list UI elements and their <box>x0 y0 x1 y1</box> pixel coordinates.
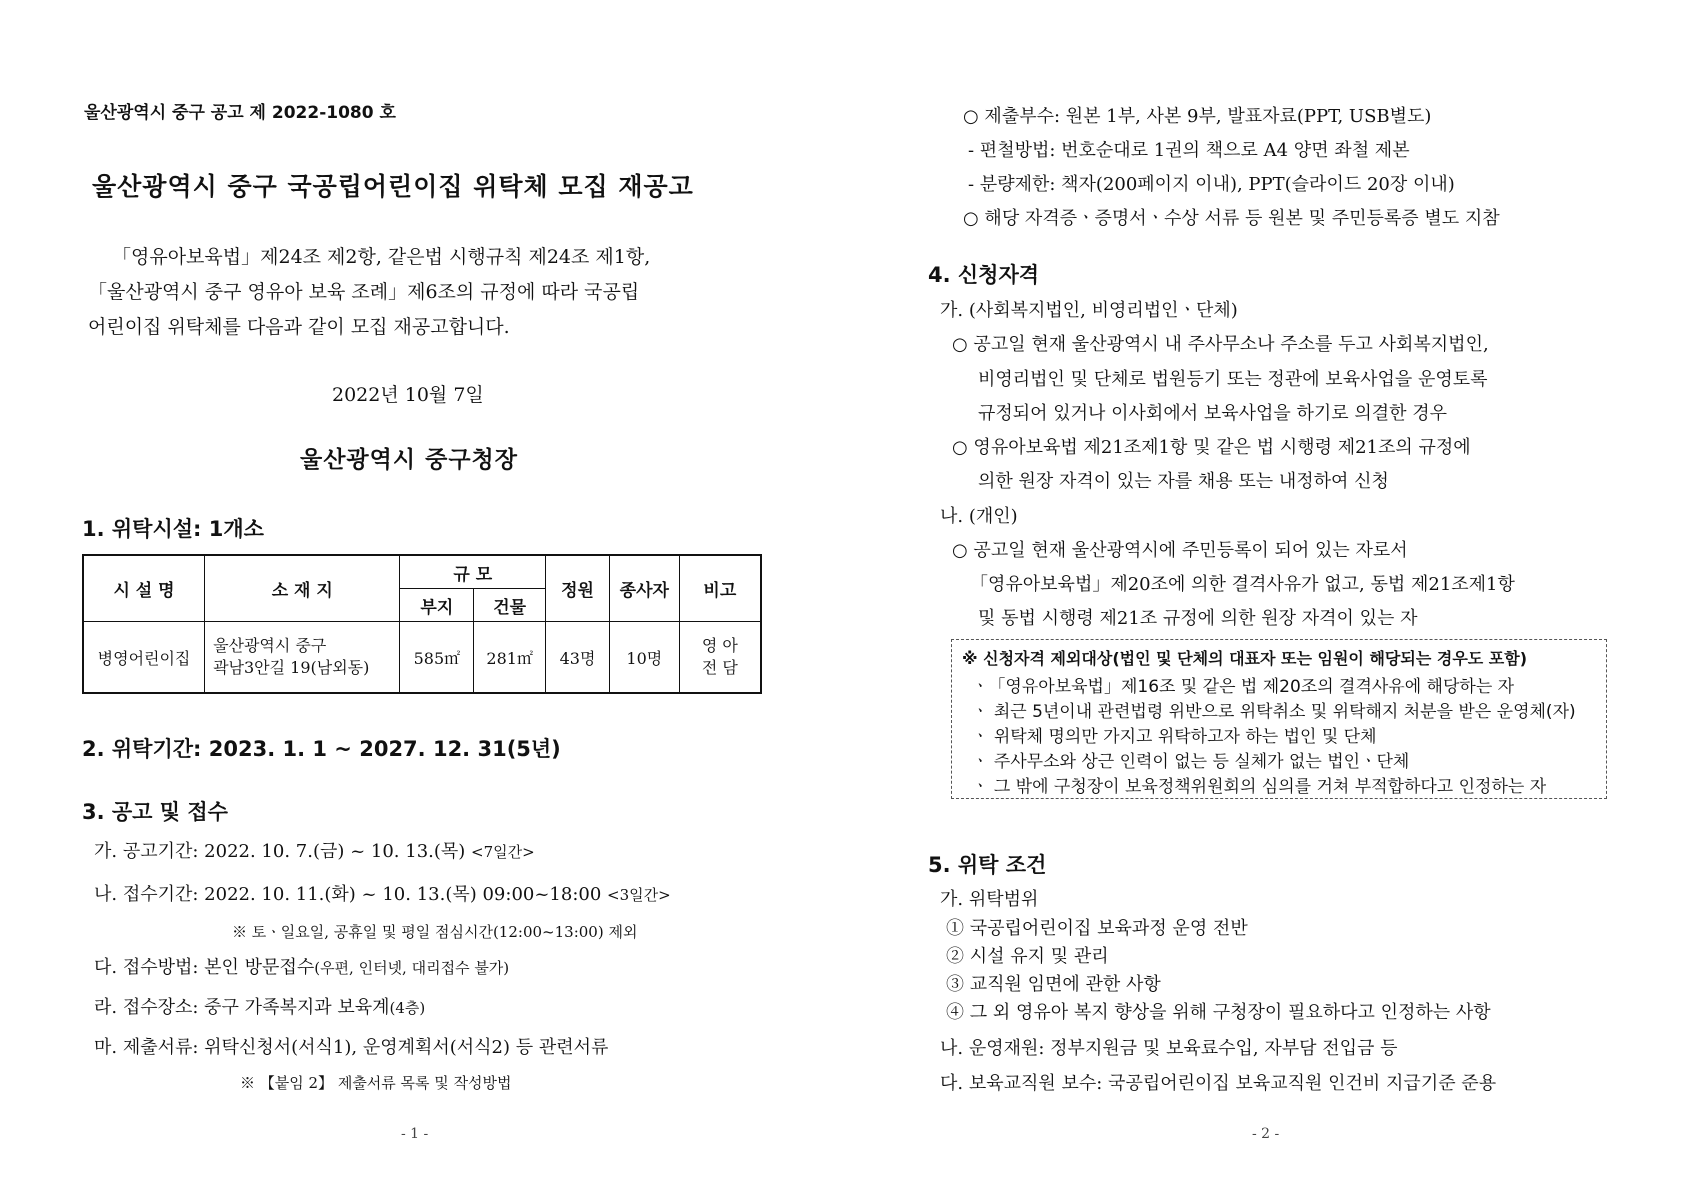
reception-place: 라. 접수장소: 중구 가족복지과 보육계(4층) <box>94 997 426 1018</box>
announcement-period: 가. 공고기간: 2022. 10. 7.(금) ~ 10. 13.(목) <7일간> <box>94 841 535 862</box>
eligibility-a-line-5: 의한 원장 자격이 있는 자를 채용 또는 내정하여 신청 <box>978 471 1389 492</box>
header-scale: 규 모 <box>400 555 546 589</box>
original-documents-note: ○ 해당 자격증ㆍ증명서ㆍ수상 서류 등 원본 및 주민등록증 별도 지참 <box>963 208 1500 229</box>
eligibility-a-line-1: ○ 공고일 현재 울산광역시 내 주사무소나 주소를 두고 사회복지법인, <box>952 334 1489 355</box>
cell-location <box>205 622 400 694</box>
eligibility-b-line-2: 「영유아보육법」제20조에 의한 결격사유가 없고, 동법 제21조제1항 <box>970 574 1515 595</box>
eligibility-group-b: 나. (개인) <box>940 506 1018 527</box>
preamble-line-2: 「울산광역시 중구 영유아 보육 조례」제6조의 규정에 따라 국공립 <box>88 281 640 303</box>
section-4-heading: 4. 신청자격 <box>928 263 1040 287</box>
page-number-1: - 1 - <box>401 1126 429 1142</box>
operating-funds: 나. 운영재원: 정부지원금 및 보육료수입, 자부담 전입금 등 <box>940 1038 1398 1059</box>
required-documents: 마. 제출서류: 위탁신청서(서식1), 운영계획서(서식2) 등 관련서류 <box>94 1037 609 1058</box>
header-staff: 종사자 <box>609 555 679 622</box>
exclusion-box <box>951 639 1607 799</box>
scope-item-3: ③ 교직원 임면에 관한 사항 <box>946 974 1161 995</box>
eligibility-a-line-4: ○ 영유아보육법 제21조제1항 및 같은 법 시행령 제21조의 규정에 <box>952 437 1471 458</box>
reception-period: 나. 접수기간: 2022. 10. 11.(화) ~ 10. 13.(목) 09:00~18:00 <3일간> <box>94 884 671 905</box>
section-5-heading: 5. 위탁 조건 <box>928 853 1047 877</box>
facility-table <box>82 554 762 694</box>
preamble-line-3: 어린이집 위탁체를 다음과 같이 모집 재공고합니다. <box>88 316 510 338</box>
header-note: 비고 <box>679 555 761 622</box>
cell-capacity: 43명 <box>546 622 610 694</box>
header-building: 건물 <box>474 589 546 622</box>
submission-copies: ○ 제출부수: 원본 1부, 사본 9부, 발표자료(PPT, USB별도) <box>963 106 1432 127</box>
binding-method: - 편철방법: 번호순대로 1권의 책으로 A4 양면 좌철 제본 <box>968 140 1410 161</box>
reception-exclusion-note: ※ 토ㆍ일요일, 공휴일 및 평일 점심시간(12:00~13:00) 제외 <box>232 923 638 941</box>
scope-item-4: ④ 그 외 영유아 복지 향상을 위해 구청장이 필요하다고 인정하는 사항 <box>946 1002 1491 1023</box>
exclusion-title: ※ 신청자격 제외대상(법인 및 단체의 대표자 또는 임원이 해당되는 경우도 포함) <box>962 649 1528 668</box>
location-line-1: 울산광역시 중구 <box>213 636 327 655</box>
eligibility-b-line-1: ○ 공고일 현재 울산광역시에 주민등록이 되어 있는 자로서 <box>952 540 1408 561</box>
cell-staff: 10명 <box>609 622 679 694</box>
header-capacity: 정원 <box>546 555 610 622</box>
section-3-heading: 3. 공고 및 접수 <box>82 800 228 824</box>
page-number-2: - 2 - <box>1252 1126 1280 1142</box>
notice-number: 울산광역시 중구 공고 제 2022-1080 호 <box>84 103 396 123</box>
reception-method: 다. 접수방법: 본인 방문접수(우편, 인터넷, 대리접수 불가) <box>94 957 510 978</box>
exclusion-item: ㆍ「영유아보육법」제16조 및 같은 법 제20조의 결격사유에 해당하는 자 <box>972 677 1515 697</box>
eligibility-group-a: 가. (사회복지법인, 비영리법인ㆍ단체) <box>940 300 1238 321</box>
eligibility-b-line-3: 및 동법 시행령 제21조 규정에 의한 원장 자격이 있는 자 <box>978 608 1418 629</box>
scope-item-2: ② 시설 유지 및 관리 <box>946 946 1109 967</box>
header-facility-name: 시 설 명 <box>83 555 205 622</box>
document-title: 울산광역시 중구 국공립어린이집 위탁체 모집 재공고 <box>92 172 694 201</box>
volume-limit: - 분량제한: 책자(200페이지 이내), PPT(슬라이드 20장 이내) <box>968 174 1455 195</box>
header-land: 부지 <box>400 589 474 622</box>
note-line-2: 전 담 <box>701 658 738 677</box>
exclusion-item: ㆍ 그 밖에 구청장이 보육정책위원회의 심의를 거쳐 부적합하다고 인정하는 자 <box>972 777 1547 797</box>
cell-note <box>679 622 761 694</box>
cell-building: 281㎡ <box>474 622 546 694</box>
exclusion-item: ㆍ 위탁체 명의만 가지고 위탁하고자 하는 법인 및 단체 <box>972 727 1377 747</box>
cell-facility-name: 병영어린이집 <box>83 622 205 694</box>
table-row <box>83 622 761 694</box>
header-location: 소 재 지 <box>205 555 400 622</box>
issuer: 울산광역시 중구청장 <box>300 447 518 473</box>
notice-date: 2022년 10월 7일 <box>332 384 484 406</box>
trust-scope-heading: 가. 위탁범위 <box>940 889 1039 910</box>
cell-land: 585㎡ <box>400 622 474 694</box>
eligibility-a-line-2: 비영리법인 및 단체로 법원등기 또는 정관에 보육사업을 운영토록 <box>978 369 1488 390</box>
attachment-note: ※ 【붙임 2】 제출서류 목록 및 작성방법 <box>240 1074 512 1092</box>
location-line-2: 곽남3안길 19(남외동) <box>213 658 370 677</box>
preamble-line-1: 「영유아보육법」제24조 제2항, 같은법 시행규칙 제24조 제1항, <box>112 246 651 268</box>
exclusion-item: ㆍ 최근 5년이내 관련법령 위반으로 위탁취소 및 위탁해지 처분을 받은 운영체(자) <box>972 702 1576 722</box>
scope-item-1: ① 국공립어린이집 보육과정 운영 전반 <box>946 918 1248 939</box>
note-line-1: 영 아 <box>701 636 738 655</box>
eligibility-a-line-3: 규정되어 있거나 이사회에서 보육사업을 하기로 의결한 경우 <box>978 403 1448 424</box>
section-2-heading: 2. 위탁기간: 2023. 1. 1 ~ 2027. 12. 31(5년) <box>82 737 561 761</box>
staff-salary: 다. 보육교직원 보수: 국공립어린이집 보육교직원 인건비 지급기준 준용 <box>940 1073 1497 1094</box>
exclusion-item: ㆍ 주사무소와 상근 인력이 없는 등 실체가 없는 법인ㆍ단체 <box>972 752 1410 772</box>
section-1-heading: 1. 위탁시설: 1개소 <box>82 517 264 541</box>
